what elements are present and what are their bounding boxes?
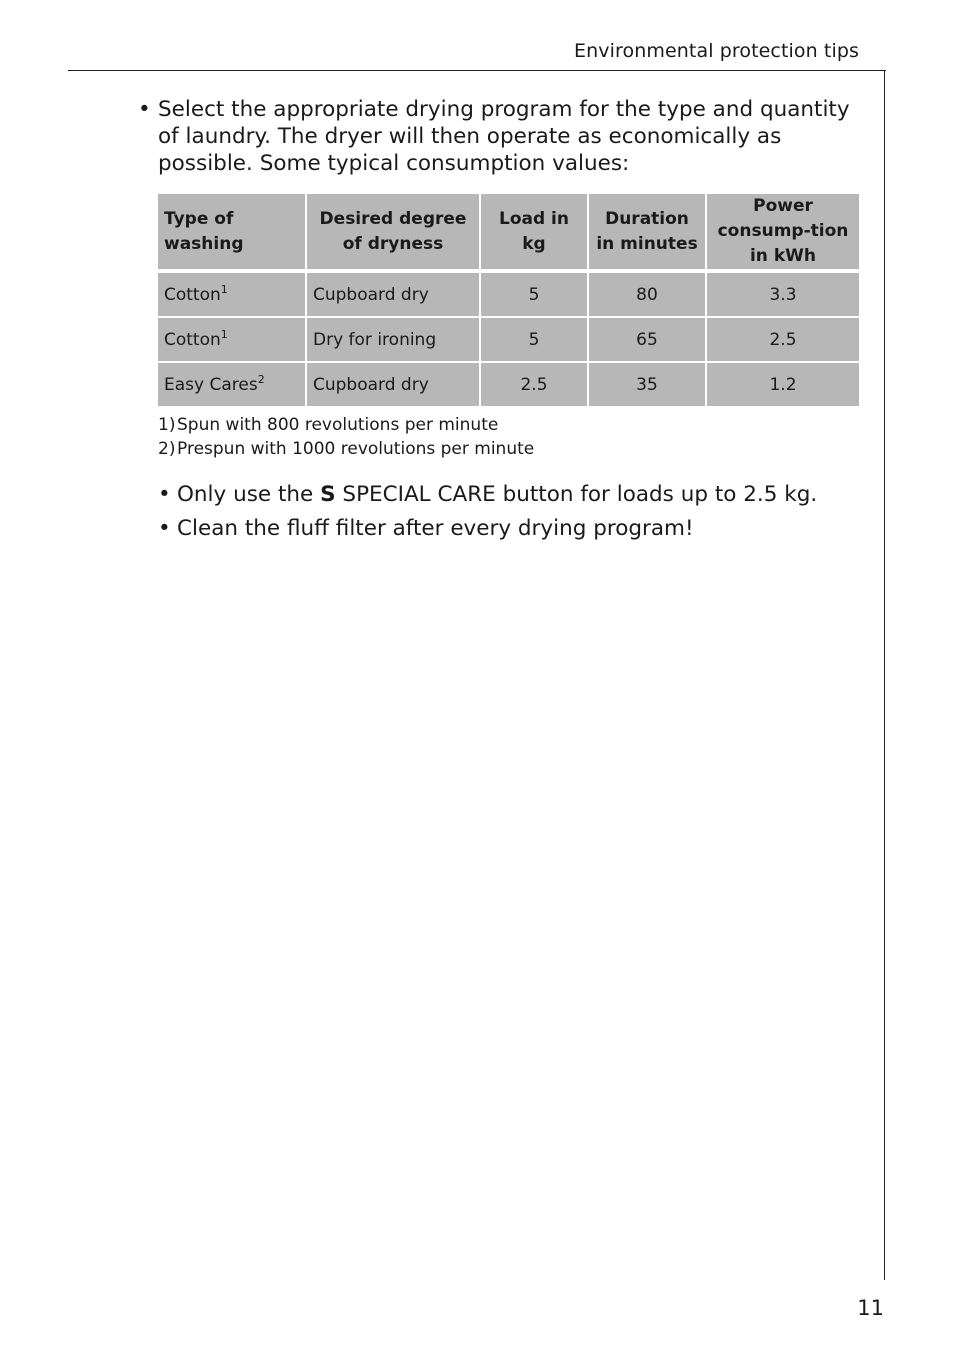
footnote-marker: 1) (158, 415, 176, 435)
header-load: Load in kg (481, 194, 587, 269)
header-rule (68, 70, 886, 71)
bullet-icon: • (158, 482, 171, 507)
footnote-text: Prespun with 1000 revolutions per minute (177, 439, 535, 459)
cell-dryness: Cupboard dry (307, 273, 479, 316)
header-power: Power consump-tion in kWh (707, 194, 859, 269)
footnote-1 (158, 413, 534, 437)
table-row (158, 363, 859, 406)
page-header-title: Environmental protection tips (574, 40, 859, 62)
tip-special-care (158, 478, 817, 512)
tip-text: Clean the fluff filter after every drying program! (177, 516, 694, 541)
cell-dryness: Cupboard dry (307, 363, 479, 406)
footnote-text: Spun with 800 revolutions per minute (177, 415, 499, 435)
cell-load: 5 (481, 273, 587, 316)
cell-duration: 80 (589, 273, 705, 316)
cell-duration: 35 (589, 363, 705, 406)
intro-paragraph (138, 96, 858, 177)
tip-text: Only use the S SPECIAL CARE button for loads up to 2.5 kg. (177, 482, 818, 507)
consumption-table (156, 192, 861, 408)
cell-power: 3.3 (707, 273, 859, 316)
special-care-s-icon: S (320, 482, 336, 507)
cell-type: Cotton$^1$ (158, 318, 305, 361)
intro-text: Select the appropriate drying program for the type and quantity of laundry. The dryer will then operate as economically as possible. Some typical consumption values: (158, 97, 850, 176)
table-header-row (158, 194, 859, 269)
header-duration: Duration in minutes (589, 194, 705, 269)
table-row (158, 273, 859, 316)
cell-type: Easy Cares$^2$ (158, 363, 305, 406)
bullet-icon: • (158, 516, 171, 541)
cell-type: Cotton$^1$ (158, 273, 305, 316)
cell-dryness: Dry for ironing (307, 318, 479, 361)
footnote-marker: 2) (158, 439, 176, 459)
footnote-2 (158, 437, 534, 461)
footnotes (158, 413, 534, 461)
page-number: 11 (857, 1296, 884, 1320)
header-type-of-washing: Type of washing (158, 194, 305, 269)
table-row (158, 318, 859, 361)
cell-load: 2.5 (481, 363, 587, 406)
side-rule (884, 70, 885, 1280)
bullet-icon: • (138, 97, 151, 122)
cell-power: 2.5 (707, 318, 859, 361)
cell-load: 5 (481, 318, 587, 361)
tips-list (158, 478, 817, 546)
header-degree-of-dryness: Desired degree of dryness (307, 194, 479, 269)
cell-power: 1.2 (707, 363, 859, 406)
cell-duration: 65 (589, 318, 705, 361)
tip-fluff-filter (158, 512, 817, 546)
